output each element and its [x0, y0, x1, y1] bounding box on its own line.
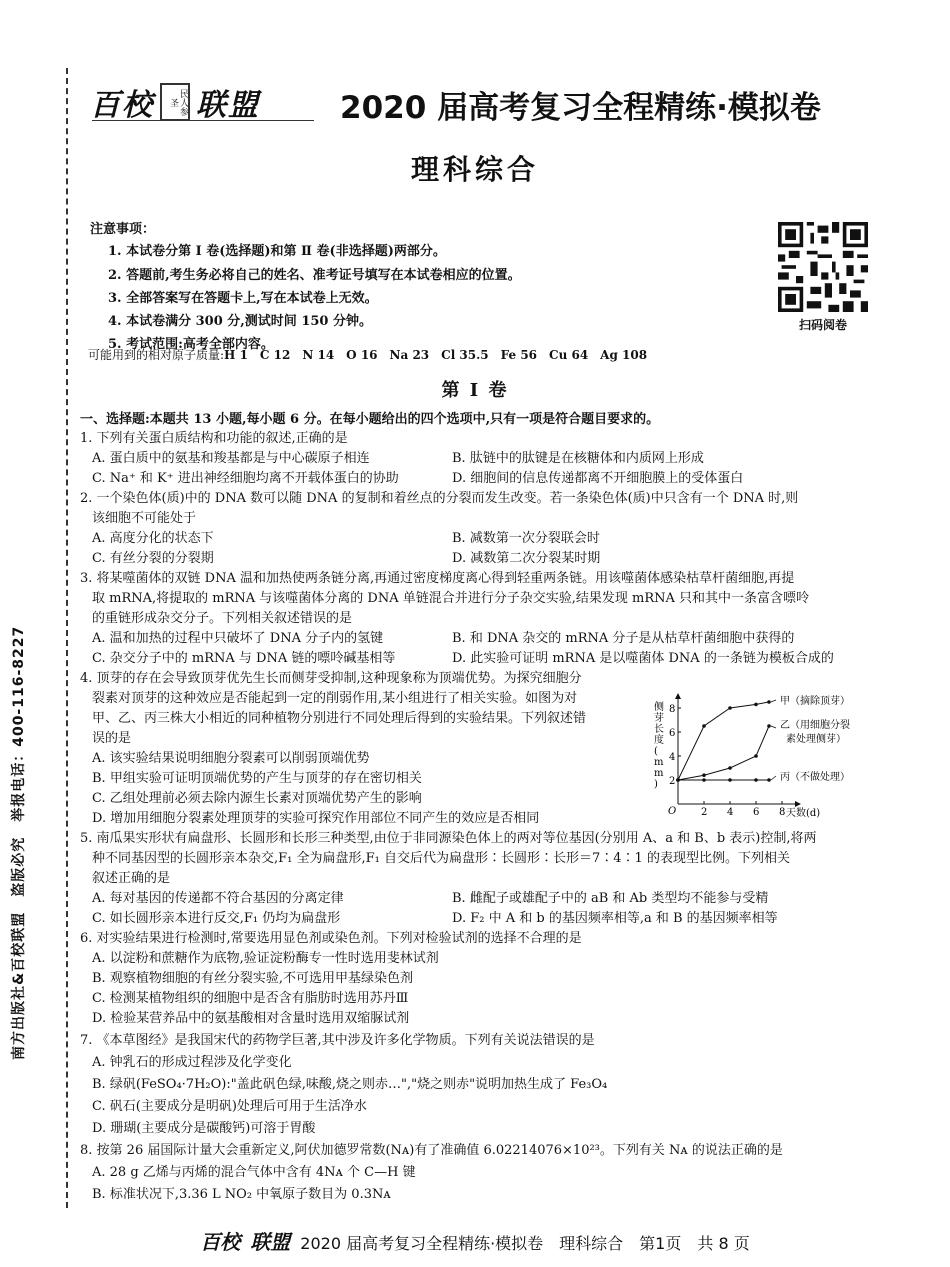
- page-footer: [0, 1226, 950, 1255]
- leader-line: [771, 776, 776, 780]
- question-stem-cont: 误的是: [92, 731, 132, 746]
- data-point: [754, 778, 758, 782]
- data-point: [767, 700, 771, 704]
- axis-ticks: [669, 704, 785, 818]
- origin-label: O: [668, 806, 677, 817]
- y-label-char: m: [654, 757, 664, 768]
- data-point: [702, 773, 706, 777]
- logo-underline: [92, 120, 314, 121]
- question-stem: 4. 顶芽的存在会导致顶芽优先生长而侧芽受抑制,这种现象称为顶端优势。为探究细胞分: [80, 671, 582, 686]
- question-stem: 3. 将某噬菌体的双链 DNA 温和加热使两条链分离,再通过密度梯度离心得到轻重两条链。用该噬菌体感染枯草杆菌细胞,再提: [80, 571, 795, 586]
- option: C. 乙组处理前必须去除内源生长素对顶端优势产生的影响: [92, 791, 422, 806]
- data-point: [754, 703, 758, 707]
- option: B. 和 DNA 杂交的 mRNA 分子是从枯草杆菌细胞中获得的: [452, 631, 795, 646]
- x-tick-label: 6: [753, 807, 760, 818]
- section-heading: 一、选择题:本题共 13 小题,每小题 6 分。在每小题给出的四个选项中,只有一项是符合题目要求的。: [80, 412, 660, 427]
- option: A. 钟乳石的形成过程涉及化学变化: [92, 1055, 292, 1070]
- series-line-0: [678, 702, 769, 780]
- option: A. 该实验结果说明细胞分裂素可以削弱顶端优势: [92, 751, 370, 766]
- data-point: [702, 724, 706, 728]
- question-stem: 7. 《本草图经》是我国宋代的药物学巨著,其中涉及许多化学物质。下列有关说法错误的是: [80, 1033, 595, 1048]
- side-publisher-text: 南方出版社&百校联盟 盗版必究 举报电话：400-116-8227: [11, 625, 27, 1060]
- option: D. F₂ 中 A 和 b 的基因频率相等,a 和 B 的基因频率相等: [452, 911, 778, 926]
- data-point: [676, 778, 680, 782]
- legend-jia: 甲（摘除顶芽）: [780, 696, 850, 707]
- option: B. 绿矾(FeSO₄·7H₂O):"盖此矾色绿,味酸,烧之则赤…","烧之则赤"说明加热生成了 Fe₃O₄: [92, 1077, 608, 1092]
- data-point: [728, 766, 732, 770]
- x-tick-label: 8: [779, 807, 786, 818]
- logo-seal: 民人参圣: [160, 83, 190, 121]
- exam-title: 2020 届高考复习全程精练·模拟卷: [340, 90, 821, 126]
- option: C. 如长圆形亲本进行反交,F₁ 仍均为扁盘形: [92, 911, 341, 926]
- y-tick-label: 2: [669, 776, 676, 787]
- option: C. 杂交分子中的 mRNA 与 DNA 链的嘌呤碱基相等: [92, 651, 396, 666]
- leader-line: [771, 726, 776, 728]
- legend-bing: 丙（不做处理）: [780, 772, 850, 783]
- option: A. 每对基因的传递都不符合基因的分离定律: [92, 891, 344, 906]
- logo-text-2: 联盟: [196, 88, 260, 123]
- y-tick-label: 4: [669, 752, 676, 763]
- x-tick-label: 4: [727, 807, 734, 818]
- series-lines: [676, 700, 776, 782]
- brand-logo: [90, 82, 316, 122]
- x-axis-label: 天数(d): [786, 808, 821, 818]
- question-stem-cont: 种不同基因型的长圆形亲本杂交,F₁ 全为扁盘形,F₁ 自交后代为扁盘形∶长圆形∶长形＝7∶4∶1 的表现型比例。下列相关: [92, 851, 790, 866]
- question-stem: 6. 对实验结果进行检测时,常要选用显色剂或染色剂。下列对检验试剂的选择不合理的是: [80, 931, 582, 946]
- y-axis-label: [654, 700, 664, 790]
- binding-line: [66, 68, 68, 1208]
- option: A. 蛋白质中的氨基和羧基都是与中心碳原子相连: [92, 451, 370, 466]
- option: D. 此实验可证明 mRNA 是以噬菌体 DNA 的一条链为模板合成的: [452, 651, 834, 666]
- data-point: [728, 778, 732, 782]
- question-stem: 8. 按第 26 届国际计量大会重新定义,阿伏加德罗常数(Nᴀ)有了准确值 6.02214076×10²³。下列有关 Nᴀ 的说法正确的是: [80, 1143, 783, 1158]
- option: D. 增加用细胞分裂素处理顶芽的实验可探究作用部位不同产生的效应是否相同: [92, 811, 540, 826]
- notice-item: 2. 答题前,考生务必将自己的姓名、准考证号填写在本试卷相应的位置。: [108, 268, 521, 283]
- question-stem-cont: 甲、乙、丙三株大小相近的同种植物分别进行不同处理后得到的实验结果。下列叙述错: [92, 711, 587, 726]
- side-bud-growth-chart: [648, 688, 888, 818]
- question-stem-cont: 的重链形成杂交分子。下列相关叙述错误的是: [92, 611, 353, 626]
- option: A. 高度分化的状态下: [92, 531, 214, 546]
- footer-text: 2020 届高考复习全程精练·模拟卷 理科综合 第1页 共 8 页: [300, 1234, 750, 1253]
- y-label-char: m: [654, 768, 664, 779]
- leader-line: [771, 700, 776, 702]
- exam-subtitle: 理科综合: [410, 153, 539, 186]
- notice-item: 4. 本试卷满分 300 分,测试时间 150 分钟。: [108, 314, 372, 329]
- data-point: [767, 724, 771, 728]
- footer-logo: 百校: [200, 1230, 241, 1254]
- question-stem-cont: 裂素对顶芽的这种效应是否能起到一定的削弱作用,某小组进行了相关实验。如图为对: [92, 691, 578, 706]
- x-tick-label: 2: [701, 807, 708, 818]
- y-tick-label: 6: [669, 728, 676, 739]
- question-stem: 5. 南瓜果实形状有扁盘形、长圆形和长形三种类型,由位于非同源染色体上的两对等位基因(分别用 A、a 和 B、b 表示)控制,将两: [80, 831, 817, 846]
- data-point: [728, 706, 732, 710]
- question-stem-cont: 取 mRNA,将提取的 mRNA 与该噬菌体分离的 DNA 单链混合并进行分子杂交实验,结果发现 mRNA 只和其中一条富含嘌呤: [92, 591, 810, 606]
- option: C. 检测某植物组织的细胞中是否含有脂肪时选用苏丹Ⅲ: [92, 991, 409, 1006]
- y-label-char: 侧: [654, 702, 664, 713]
- option: A. 28 g 乙烯与丙烯的混合气体中含有 4Nᴀ 个 C—H 键: [92, 1165, 416, 1180]
- y-label-char: 度: [654, 735, 664, 746]
- option: B. 观察植物细胞的有丝分裂实验,不可选用甲基绿染色剂: [92, 971, 413, 986]
- data-point: [767, 778, 771, 782]
- y-label-char: 长: [654, 724, 664, 735]
- y-label-char: (: [654, 746, 658, 757]
- question-stem: 1. 下列有关蛋白质结构和功能的叙述,正确的是: [80, 431, 348, 446]
- atomic-masses: [88, 346, 647, 363]
- option: D. 珊瑚(主要成分是碳酸钙)可溶于胃酸: [92, 1121, 316, 1136]
- qr-code-icon[interactable]: [778, 222, 868, 312]
- question-stem-cont: 该细胞不可能处于: [92, 511, 197, 526]
- option: B. 雌配子或雄配子中的 aB 和 Ab 类型均不能参与受精: [452, 891, 769, 906]
- question-stem: 2. 一个染色体(质)中的 DNA 数可以随 DNA 的复制和着丝点的分裂而发生改变。若一条染色体(质)中只含有一个 DNA 时,则: [80, 491, 799, 506]
- notice-item: 1. 本试卷分第 Ⅰ 卷(选择题)和第 Ⅱ 卷(非选择题)两部分。: [108, 244, 446, 259]
- qr-caption: 扫码阅卷: [798, 318, 847, 332]
- footer-logo-2: 联盟: [250, 1230, 291, 1254]
- option: A. 温和加热的过程中只破坏了 DNA 分子内的氢键: [92, 631, 384, 646]
- option: B. 肽链中的肽键是在核糖体和内质网上形成: [452, 451, 704, 466]
- option: C. Na⁺ 和 K⁺ 进出神经细胞均离不开载体蛋白的协助: [92, 471, 399, 486]
- y-label-char: 芽: [654, 713, 664, 724]
- option: C. 矾石(主要成分是明矾)处理后可用于生活净水: [92, 1099, 367, 1114]
- option: D. 检验某营养品中的氨基酸相对含量时选用双缩脲试剂: [92, 1011, 410, 1026]
- series-line-1: [678, 726, 769, 780]
- notice-item: 5. 考试范围:高考全部内容。: [108, 337, 274, 352]
- volume-heading: 第 Ⅰ 卷: [441, 380, 509, 401]
- option: A. 以淀粉和蔗糖作为底物,验证淀粉酶专一性时选用斐林试剂: [92, 951, 439, 966]
- atomic-masses-values: H 1 C 12 N 14 O 16 Na 23 Cl 35.5 Fe 56 Cu 64 Ag 108: [224, 348, 648, 362]
- option: C. 有丝分裂的分裂期: [92, 551, 214, 566]
- option: B. 甲组实验可证明顶端优势的产生与顶芽的存在密切相关: [92, 771, 422, 786]
- legend-yi-2: 素处理侧芽）: [786, 734, 846, 745]
- atomic-masses-label: 可能用到的相对原子质量:: [88, 348, 225, 362]
- option: B. 减数第一次分裂联会时: [452, 531, 600, 546]
- option: D. 细胞间的信息传递都离不开细胞膜上的受体蛋白: [452, 471, 744, 486]
- logo-text: 百校: [90, 88, 154, 123]
- option: B. 标准状况下,3.36 L NO₂ 中氧原子数目为 0.3Nᴀ: [92, 1187, 391, 1202]
- option: D. 减数第二次分裂某时期: [452, 551, 601, 566]
- y-label-char: ): [654, 779, 658, 790]
- notice-item: 3. 全部答案写在答题卡上,写在本试卷上无效。: [108, 291, 378, 306]
- question-stem-cont: 叙述正确的是: [92, 871, 171, 886]
- data-point: [702, 778, 706, 782]
- y-tick-label: 8: [669, 704, 676, 715]
- data-point: [754, 754, 758, 758]
- legend-yi-1: 乙（用细胞分裂: [780, 720, 850, 731]
- notice-heading: 注意事项：: [90, 222, 156, 237]
